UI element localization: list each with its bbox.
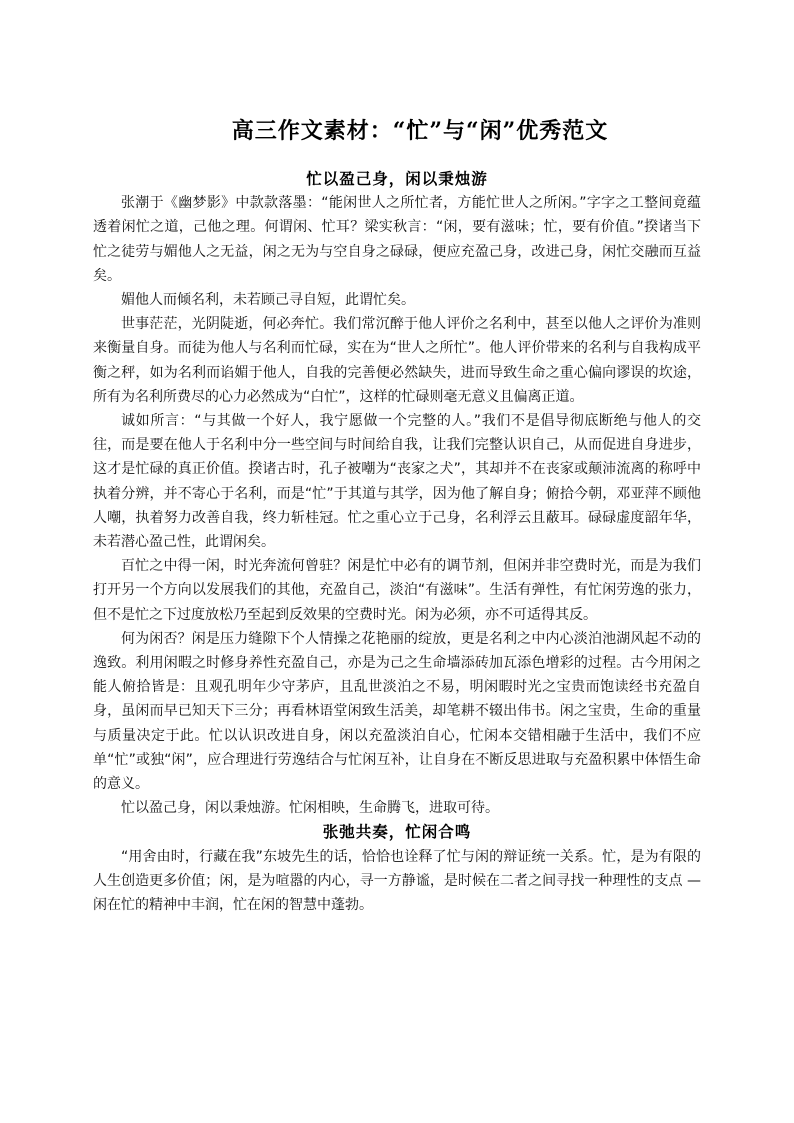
section-heading: 张弛共奏，忙闲合鸣: [322, 822, 472, 842]
document-body: [93, 167, 701, 917]
paragraph: 何为闲否？闲是压力缝隙下个人情操之花艳丽的绽放，更是名利之中内心淡泊池湖风起不动的逸致。利用闲暇之时修身养性充盈自己，亦是为己之生命墙添砖加瓦添色增彩的过程。古今用闲之能人俯拾皆是：且观孔明年少守茅庐，且乱世淡泊之不易，明闲暇时光之宝贵而饱读经书充盈自身，虽闲而早已知天下三分；再看林语堂闲致生活美，却笔耕不辍出伟书。闲之宝贵，生命的重量与质量决定于此。忙以认识改进自身，闲以充盈淡泊自心，忙闲本交错相融于生活中，我们不应单“忙”或独“闲”，应合理进行劳逸结合与忙闲互补，让自身在不断反思进取与充盈积累中体悟生命的意义。: [93, 630, 701, 793]
paragraph: 诚如所言：“与其做一个好人，我宁愿做一个完整的人。”我们不是倡导彻底断绝与他人的交往，而是要在他人于名利中分一些空间与时间给自我，让我们完整认识自己，从而促进自身进步，这才是忙碌的真正价值。揆诸古时，孔子被嘲为“丧家之犬”，其却并不在丧家或颠沛流离的称呼中执着分辨，并不寄心于名利，而是“忙”于其道与其学，因为他了解自身；俯拾今朝，邓亚萍不顾他人嘲，执着努力改善自我，终力斩桂冠。忙之重心立于己身，名利浮云且蔽耳。碌碌虚度韶年华，未若潜心盈己性，此谓闲矣。: [93, 413, 701, 551]
paragraph: 张潮于《幽梦影》中款款落墨：“能闲世人之所忙者，方能忙世人之所闲。”字字之工整间竟蕴透着闲忙之道，己他之理。何谓闲、忙耳？梁实秋言：“闲，要有滋味；忙，要有价值。”揆诸当下忙之徒劳与媚他人之无益，闲之无为与空自身之碌碌，便应充盈己身，改进己身，闲忙交融而互益矣。: [93, 195, 701, 284]
paragraph: 媚他人而倾名利，未若顾己寻自短，此谓忙矣。: [121, 292, 415, 309]
paragraph: 世事茫茫，光阴陡逝，何必奔忙。我们常沉醉于他人评价之名利中，甚至以他人之评价为准则来衡量自身。而徒为他人与名利而忙碌，实在为“世人之所忙”。他人评价带来的名利与自我构成平衡之秤，如为名利而谄媚于他人，自我的完善便必然缺失，进而导致生命之重心偏向谬误的坎途，所有为名利所费尽的心力必然成为“白忙”，这样的忙碌则毫无意义且偏离正道。: [93, 316, 701, 405]
document-title: 高三作文素材：“忙”与“闲”优秀范文: [231, 118, 609, 144]
paragraph: “用舍由时，行藏在我”东坡先生的话，恰恰也诠释了忙与闲的辩证统一关系。忙，是为有限的人生创造更多价值；闲，是为喧嚣的内心，寻一方静谧，是时候在二者之间寻找一种理性的支点 —闲在忙的精神中丰润，忙在闲的智慧中蓬勃。: [93, 848, 701, 914]
paragraph: 百忙之中得一闲，时光奔流何曾驻？闲是忙中必有的调节剂，但闲并非空费时光，而是为我们打开另一个方向以发展我们的其他，充盈自己，淡泊“有滋味”。生活有弹性，有忙闲劳逸的张力，但不是忙之下过度放松乃至起到反效果的空费时光。闲为必须，亦不可适得其反。: [93, 558, 701, 623]
section-heading: 忙以盈己身，闲以秉烛游: [306, 169, 488, 188]
paragraph: 忙以盈己身，闲以秉烛游。忙闲相映，生命腾飞，进取可待。: [121, 800, 499, 817]
